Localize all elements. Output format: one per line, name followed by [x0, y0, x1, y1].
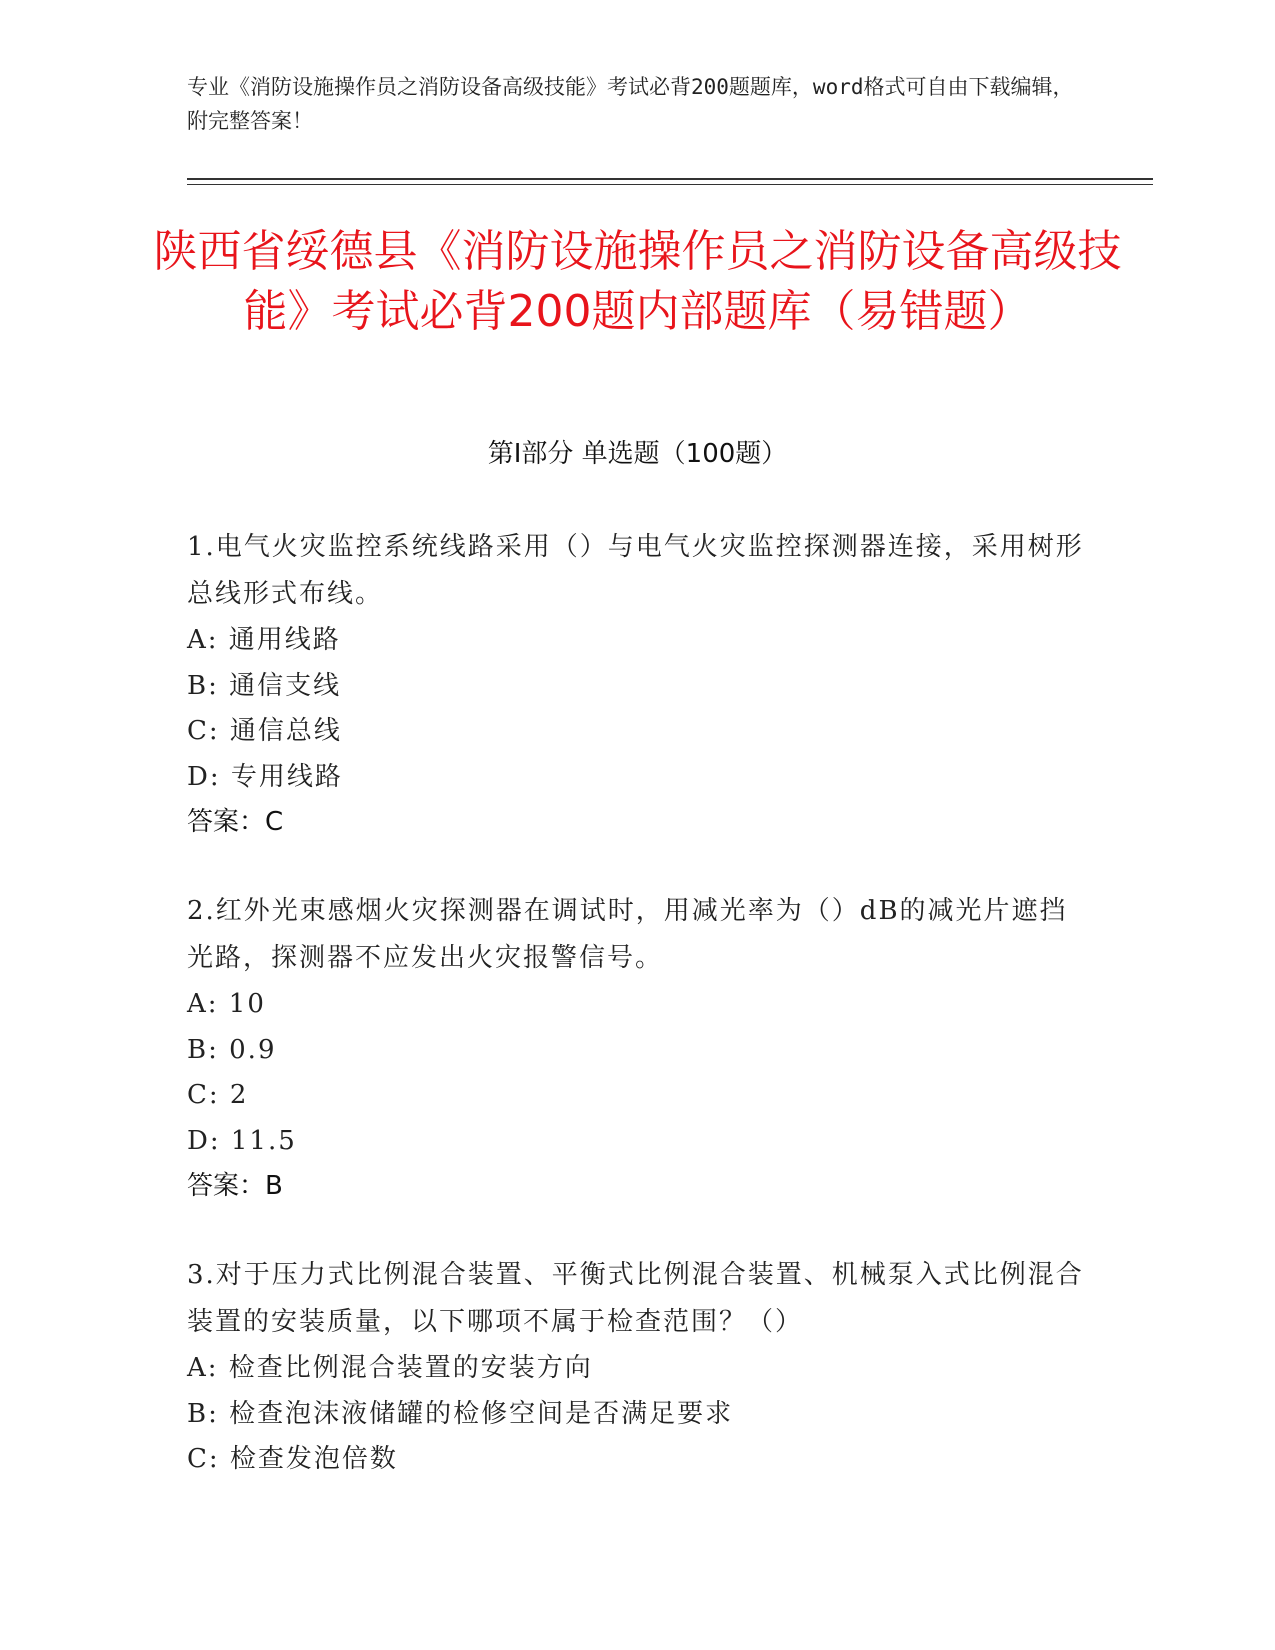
option-a: A: 检查比例混合装置的安装方向 — [187, 1353, 593, 1383]
question-block — [187, 524, 1087, 845]
header-divider-thin — [187, 184, 1153, 185]
option-d: D: 专用线路 — [187, 761, 343, 792]
option-a: A: 通用线路 — [187, 625, 341, 655]
document-title: 陕西省绥德县《消防设施操作员之消防设备高级技能》考试必背200题内部题库（易错题） — [153, 226, 1122, 337]
option-b: B: 0.9 — [187, 1034, 277, 1065]
header-note: 专业《消防设施操作员之消防设备高级技能》考试必背200题题库，word格式可自由下载编辑，附完整答案！ — [187, 75, 1074, 133]
option-d: D: 11.5 — [187, 1125, 297, 1156]
question-text: 1.电气火灾监控系统线路采用（）与电气火灾监控探测器连接，采用树形总线形式布线。 — [187, 532, 1084, 609]
section-heading: 第I部分 单选题（100题） — [487, 439, 788, 469]
option-c: C: 检查发泡倍数 — [187, 1444, 398, 1474]
option-c: C: 2 — [187, 1080, 249, 1110]
question-block — [187, 1252, 1087, 1483]
option-a: A: 10 — [187, 989, 266, 1019]
option-c: C: 通信总线 — [187, 716, 342, 746]
question-block — [187, 888, 1087, 1209]
header-divider-thick — [187, 178, 1153, 180]
question-text: 2.红外光束感烟火灾探测器在调试时，用减光率为（）dB的减光片遮挡光路，探测器不应发出火灾报警信号。 — [187, 896, 1068, 973]
option-b: B: 检查泡沫液储罐的检修空间是否满足要求 — [187, 1398, 734, 1429]
answer-line: 答案：B — [187, 1171, 283, 1201]
option-b: B: 通信支线 — [187, 670, 342, 701]
answer-line: 答案：C — [187, 807, 284, 837]
question-text: 3.对于压力式比例混合装置、平衡式比例混合装置、机械泵入式比例混合装置的安装质量，以下哪项不属于检查范围？（） — [187, 1260, 1084, 1337]
